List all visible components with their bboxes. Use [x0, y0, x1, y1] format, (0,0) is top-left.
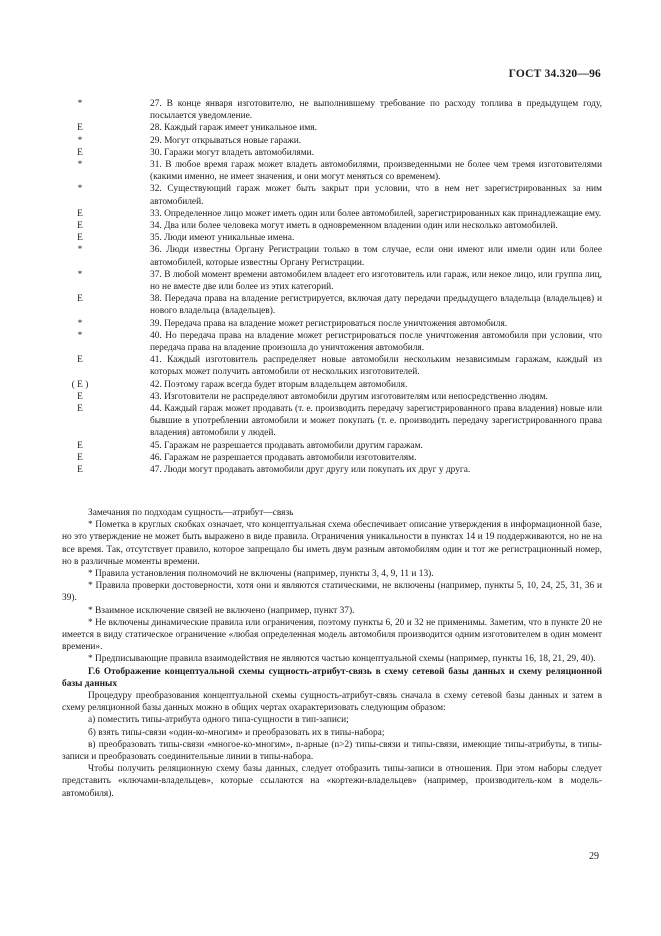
- rule-item: [62, 269, 602, 293]
- remark-paragraph: * Пометка в круглых скобках означает, что концептуальная схема обеспечивает описание утверждения в информационной базе, но это утверждение не может быть выражено в виде правила. Ограничения уникальности в пунктах 14 и 19 поддерживаются, но не на все время. Так, отсутствует правило, которое запрещало бы иметь двум разным автомобилям один и тот же регистрационный номер, но в различные моменты времени.: [62, 520, 602, 567]
- remark-paragraph: * Предписывающие правила взаимодействия не являются частью концептуальной схемы (например, пункты 16, 18, 21, 29, 40).: [88, 654, 596, 665]
- page-number: 29: [589, 851, 599, 862]
- rule-text: 43. Изготовители не распределяют автомобили другим изготовителям или непосредственно людям.: [150, 391, 548, 402]
- section-heading: Г.6 Отображение концептуальной схемы сущность-атрибут-связь в схему сетевой базы данных и схему реляционной базы данных: [62, 666, 602, 689]
- rule-text: 31. В любое время гараж может владеть автомобилями, произведенными не более чем тремя изготовителями (какими именно, не имеет значения, и они могут меняться со временем).: [150, 160, 602, 183]
- rule-mark: E: [77, 465, 83, 476]
- rule-text: 36. Люди известны Органу Регистрации только в том случае, если они имеют или имели один или более автомобилей, которые известны Органу Регистрации.: [150, 245, 602, 268]
- rule-text: 34. Два или более человека могут иметь в одновременном владении один или несколько автомобилей.: [150, 221, 558, 232]
- rule-item: [62, 122, 602, 134]
- rule-item: [62, 159, 602, 183]
- rule-text: 33. Определенное лицо может иметь один или более автомобилей, зарегистрированных как принадлежащие ему.: [150, 208, 602, 219]
- rule-item: [62, 464, 602, 476]
- rule-mark: *: [77, 160, 83, 171]
- rule-mark: E: [77, 123, 83, 134]
- rule-item: [62, 318, 602, 330]
- rule-text: 41. Каждый изготовитель распределяет новые автомобили нескольким независимым гаражам, каждый из которых может получить автомобили от нескольких изготовителей.: [150, 355, 602, 378]
- rule-mark: *: [77, 135, 83, 146]
- rule-item: [62, 183, 602, 207]
- rule-item: [62, 391, 602, 403]
- remark-paragraph: * Взаимное исключение связей не включено (например, пункт 37).: [88, 605, 355, 616]
- rule-item: [62, 244, 602, 268]
- step-item: б) взять типы-связи «один-ко-многим» и преобразовать их в типы-набора;: [88, 727, 385, 738]
- rule-mark: E: [77, 208, 83, 219]
- rules-list: [62, 98, 602, 476]
- rule-text: 37. В любой момент времени автомобилем владеет его изготовитель или гараж, или некое лицо, или группа лиц, но не вместе две или более из этих категорий.: [150, 269, 602, 293]
- rule-item: [62, 403, 602, 440]
- rule-item: [62, 208, 602, 220]
- rule-mark: *: [77, 245, 83, 256]
- rule-mark: E: [77, 221, 83, 232]
- rule-item: [62, 330, 602, 354]
- rule-mark: E: [77, 440, 83, 451]
- rule-text: 32. Существующий гараж может быть закрыт при условии, что в нем нет зарегистрированных за ним автомобилей.: [150, 184, 602, 207]
- rule-mark: E: [77, 404, 83, 415]
- rule-item: [62, 440, 602, 452]
- rule-text: 35. Люди имеют уникальные имена.: [150, 233, 295, 244]
- rule-text: 42. Поэтому гараж всегда будет вторым владельцем автомобиля.: [150, 379, 408, 390]
- rule-text: 44. Каждый гараж может продавать (т. е. производить передачу зарегистрированного права владения) новые или бывшие в употреблении автомобили и может покупать (т. е. производить передачу зарегистрированного права владения) автомобили у людей.: [150, 404, 602, 439]
- rule-item: [62, 293, 602, 317]
- rule-mark: *: [77, 330, 83, 341]
- rule-item: [62, 232, 602, 244]
- rule-text: 28. Каждый гараж имеет уникальное имя.: [150, 123, 317, 134]
- rule-mark: E: [77, 355, 83, 366]
- rule-mark: *: [77, 184, 83, 195]
- closing-paragraph: Чтобы получить реляционную схему базы данных, следует отобразить типы-записи в отношения. При этом наборы следует представить «ключами-владельцев», которые ссылаются на «кортежи-владельцев» (например, производитель-ком в модель-автомобиля).: [62, 764, 602, 799]
- rule-text: 27. В конце января изготовителю, не выполнившему требование по расходу топлива в предыдущем году, посылается уведомление.: [150, 99, 602, 122]
- document-body: [62, 507, 602, 800]
- rule-item: [62, 452, 602, 464]
- rule-item: [62, 135, 602, 147]
- rule-mark: E: [77, 391, 83, 402]
- rule-item: [62, 379, 602, 391]
- rule-mark: ( E ): [71, 379, 89, 390]
- rule-mark: E: [77, 452, 83, 463]
- rule-text: 46. Гаражам не разрешается продавать автомобили изготовителям.: [150, 452, 417, 463]
- rule-mark: E: [77, 294, 83, 305]
- rule-mark: *: [77, 318, 83, 329]
- rule-text: 47. Люди могут продавать автомобили друг другу или покупать их друг у друга.: [150, 465, 471, 476]
- rule-mark: *: [77, 269, 83, 280]
- section-intro: Процедуру преобразования концептуальной схемы сущность-атрибут-связь сначала в схему сетевой базы данных и затем в схему реляционной базы данных можно в общих чертах охарактеризовать следующим образом:: [62, 691, 602, 714]
- rule-text: 45. Гаражам не разрешается продавать автомобили другим гаражам.: [150, 440, 423, 451]
- rule-text: 39. Передача права на владение может регистрироваться после уничтожения автомобиля.: [150, 318, 508, 329]
- remark-paragraph: * Не включены динамические правила или ограничения, поэтому пункты 6, 20 и 32 не применимы. Заметим, что в пункте 20 не имеется в виду статическое ограничение «любая определенная модель автомобиля производится одним изготовителем в один момент времени».: [62, 617, 602, 653]
- rule-text: 40. Но передача права на владение может регистрироваться после уничтожения автомобиля при условии, что передача права на владение произошла до уничтожения автомобиля.: [150, 330, 602, 354]
- remark-paragraph: * Правила установления полномочий не включены (например, пункты 3, 4, 9, 11 и 13).: [88, 569, 434, 580]
- rule-item: [62, 98, 602, 122]
- rule-item: [62, 354, 602, 378]
- step-item: в) преобразовать типы-связи «многое-ко-многим», n-арные (n>2) типы-связи и типы-связи, имеющие типы-атрибуты, в типы-записи и преобразовать соединительные линии в типы-набора.: [62, 739, 602, 763]
- rule-text: 29. Могут открываться новые гаражи.: [150, 135, 302, 146]
- document-header: ГОСТ 34.320—96: [508, 68, 601, 80]
- rule-item: [62, 220, 602, 232]
- rule-item: [62, 147, 602, 159]
- remark-paragraph: * Правила проверки достоверности, хотя они и являются статическими, не включены (например, пункты 5, 10, 24, 25, 31, 36 и 39).: [62, 581, 602, 604]
- rule-mark: E: [77, 233, 83, 244]
- rule-text: 30. Гаражи могут владеть автомобилями.: [150, 147, 315, 158]
- remarks-title: Замечания по подходам сущность—атрибут—связь: [88, 508, 294, 518]
- rule-text: 38. Передача права на владение регистрируется, включая дату передачи предыдущего владельца (владельцев) и нового владельца (владельцев).: [150, 294, 602, 317]
- rule-mark: E: [77, 147, 83, 158]
- step-item: а) поместить типы-атрибута одного типа-сущности в тип-записи;: [88, 715, 349, 726]
- rule-mark: *: [77, 99, 83, 109]
